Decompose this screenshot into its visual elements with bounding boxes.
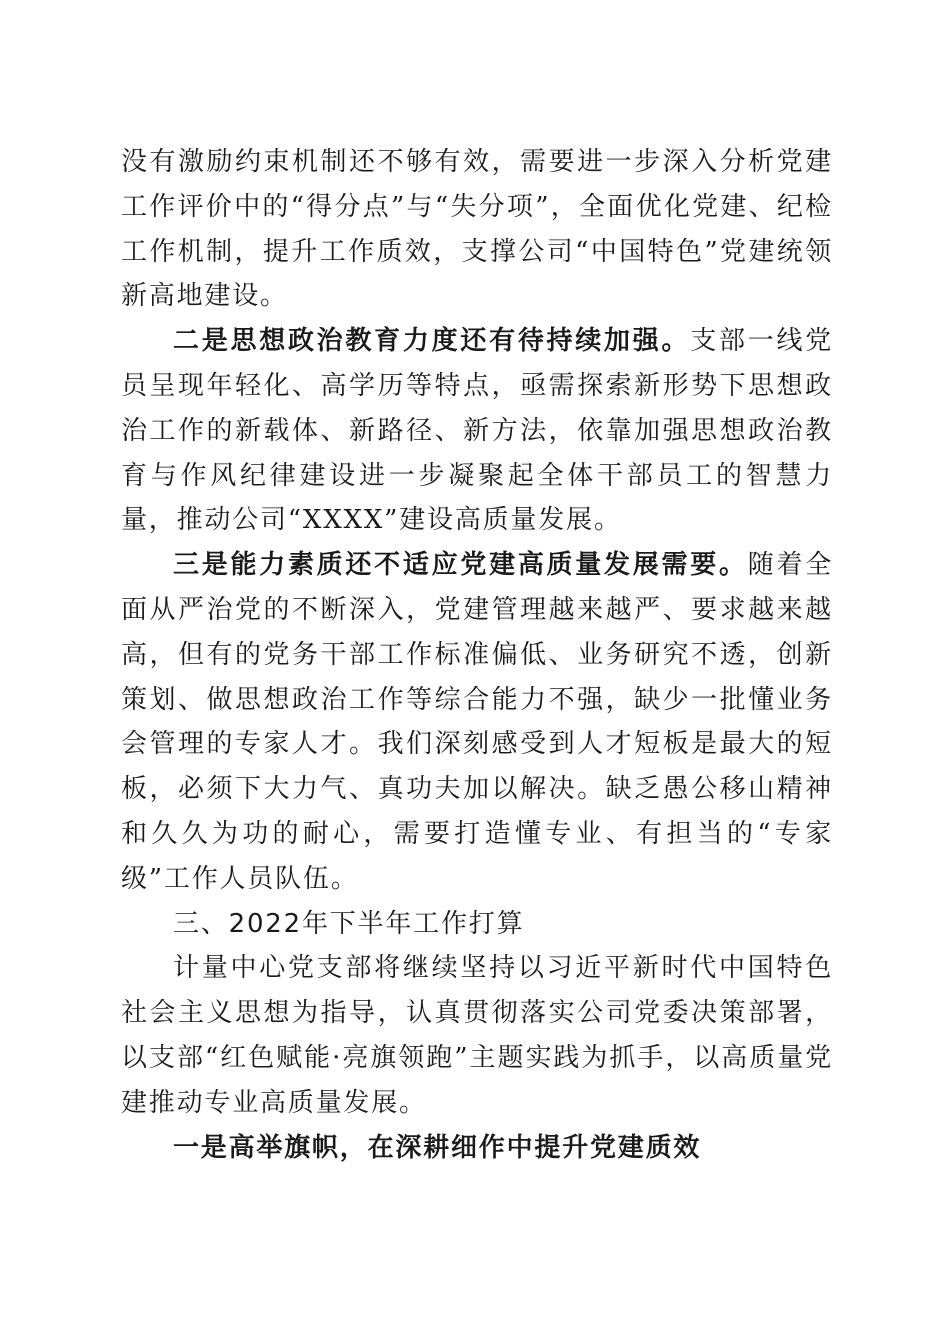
paragraph-text: 支部一线党员呈现年轻化、高学历等特点，亟需探索新形势下思想政治工作的新载体、新路径、新方法，依靠加强思想政治教育与作风纪律建设进一步凝聚起全体干部员工的智慧力量，推动公司“XXXX”建设高质量发展。 xyxy=(121,326,833,536)
paragraph-text: 随着全面从严治党的不断深入，党建管理越来越严、要求越来越高，但有的党务干部工作标准偏低、业务研究不透，创新策划、做思想政治工作等综合能力不强，缺少一批懂业务会管理的专家人才。我们深刻感受到人才短板是最大的短板，必须下大力气、真功夫加以解决。缺乏愚公移山精神和久久为功的耐心，需要打造懂专业、有担当的“专家级”工作人员队伍。 xyxy=(121,550,833,894)
paragraph-capability xyxy=(121,543,833,901)
paragraph-continuation xyxy=(121,140,833,319)
paragraph-ideological-education xyxy=(121,319,833,543)
section-intro: 计量中心党支部将继续坚持以习近平新时代中国特色社会主义思想为指导，认真贯彻落实公司党委决策部署，以支部“红色赋能·亮旗领跑”主题实践为抓手，以高质量党建推动专业高质量发展。 xyxy=(121,953,833,1118)
section-heading: 三、2022年下半年工作打算 xyxy=(173,908,525,939)
paragraph-lead: 三是能力素质还不适应党建高质量发展需要。 xyxy=(173,550,748,581)
paragraph-lead: 二是思想政治教育力度还有待持续加强。 xyxy=(173,326,691,357)
subheading: 一是高举旗帜，在深耕细作中提升党建质效 xyxy=(173,1132,702,1163)
paragraph-text: 没有激励约束机制还不够有效，需要进一步深入分析党建工作评价中的“得分点”与“失分项”，全面优化党建、纪检工作机制，提升工作质效，支撑公司“中国特色”党建统领新高地建设。 xyxy=(121,147,833,312)
document-body xyxy=(121,140,833,1170)
